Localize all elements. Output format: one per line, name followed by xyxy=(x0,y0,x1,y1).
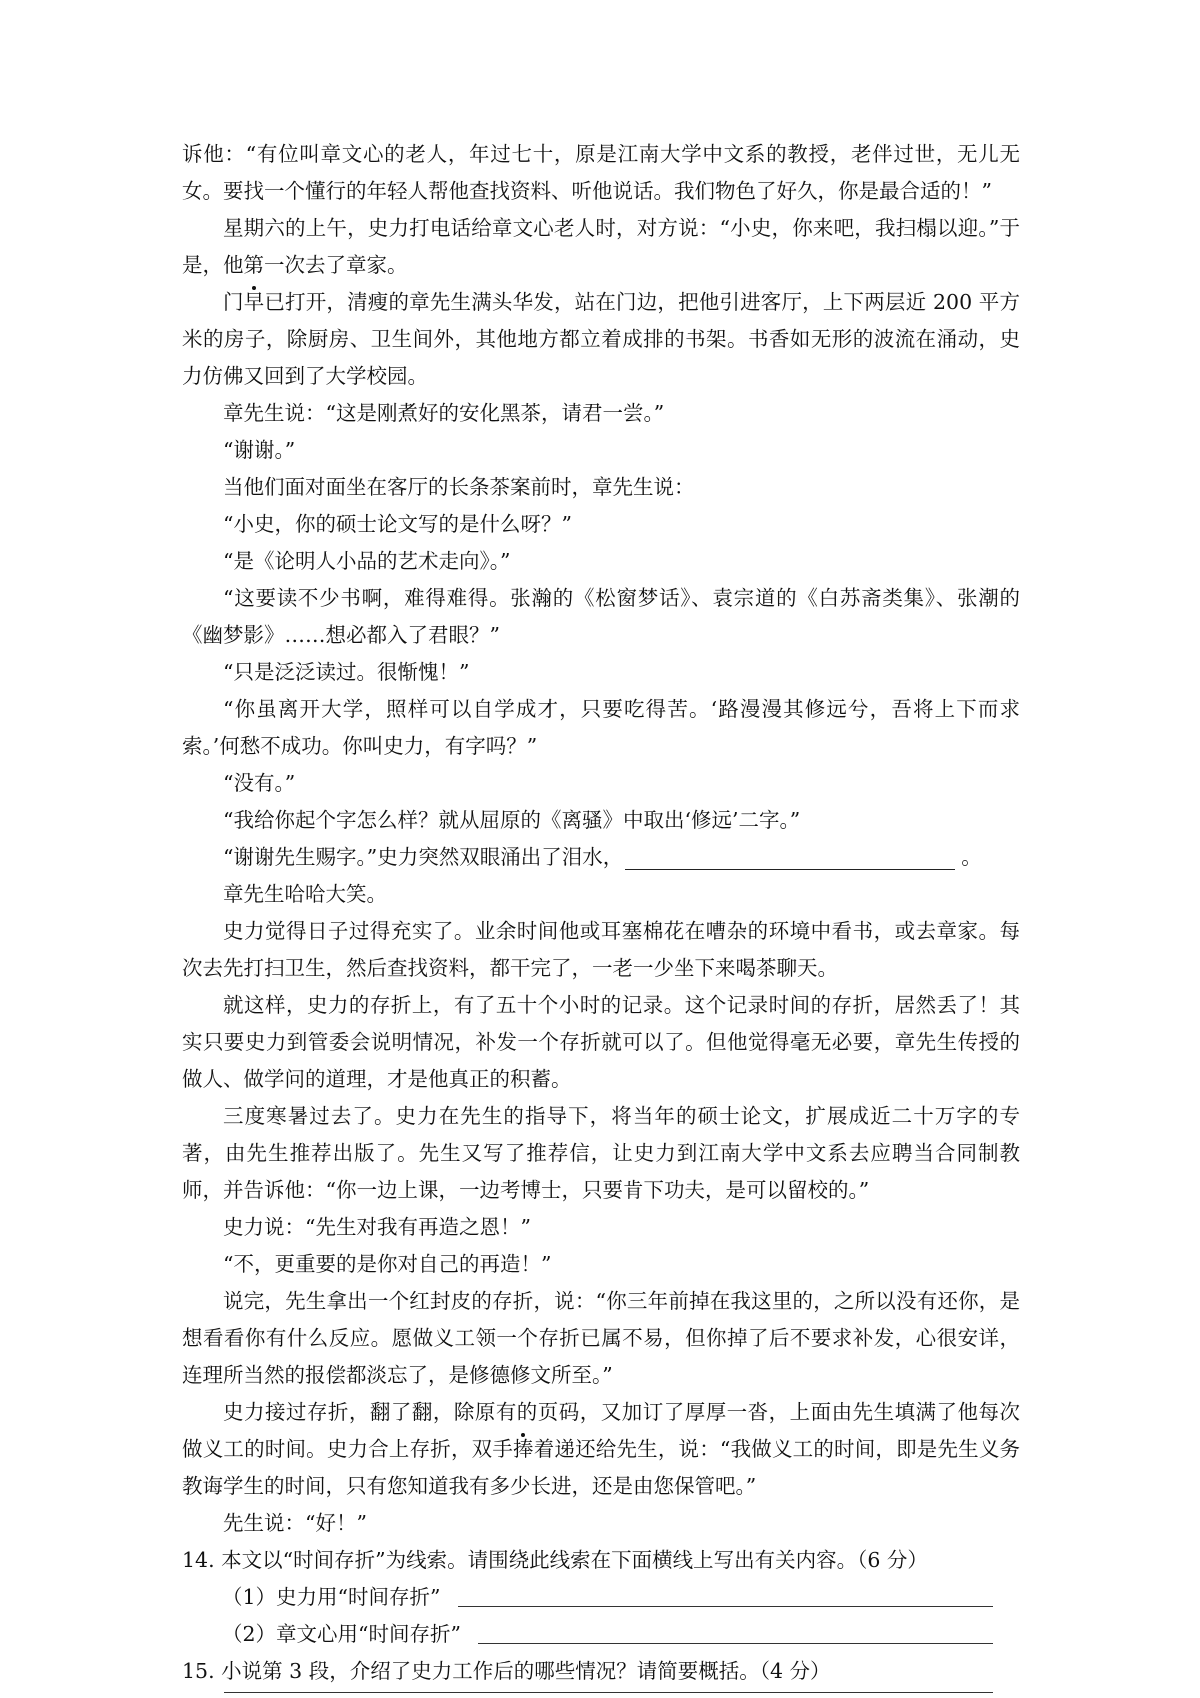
paragraph-10: “只是泛泛读过。很惭愧！” xyxy=(223,660,470,684)
paragraph-3 xyxy=(182,284,1020,395)
paragraph-7: “小史，你的硕士论文写的是什么呀？” xyxy=(223,512,572,536)
paragraph-3-start: 门 xyxy=(223,290,244,314)
paragraph-16: 史力觉得日子过得充实了。业余时间他或耳塞棉花在嘈杂的环境中看书，或去章家。每次去先打扫卫生，然后查找资料，都干完了，一老一少坐下来喝茶聊天。 xyxy=(182,919,1020,980)
paragraph-18: 三度寒暑过去了。史力在先生的指导下，将当年的硕士论文，扩展成近二十万字的专著，由先生推荐出版了。先生又写了推荐信，让史力到江南大学中文系去应聘当合同制教师，并告诉他：“你一边上课，一边考博士，只要肯下功夫，是可以留校的。” xyxy=(182,1104,1020,1202)
question-15: 15. 小说第 3 段，介绍了史力工作后的哪些情况？请简要概括。（4 分） xyxy=(182,1659,831,1683)
paragraph-17: 就这样，史力的存折上，有了五十个小时的记录。这个记录时间的存折，居然丢了！其实只要史力到管委会说明情况，补发一个存折就可以了。但他觉得毫无必要，章先生传授的做人、做学问的道理，才是他真正的积蓄。 xyxy=(182,993,1020,1091)
paragraph-22-rest: 着递还给先生，说：“我做义工的时间，即是先生义务教诲学生的时间，只有您知道我有多少长进，还是由您保管吧。” xyxy=(182,1437,1021,1498)
paragraph-13: “我给你起个字怎么样？就从屈原的《离骚》中取出‘修远’二字。” xyxy=(223,808,801,832)
emphasis-char-peng: 捧 xyxy=(513,1437,534,1461)
paragraph-8: “是《论明人小品的艺术走向》。” xyxy=(223,549,511,573)
paragraph-23: 先生说：“好！” xyxy=(223,1511,367,1535)
answer-line-14-2[interactable] xyxy=(478,1643,993,1644)
paragraph-20: “不，更重要的是你对自己的再造！” xyxy=(223,1252,552,1276)
paragraph-19: 史力说：“先生对我有再造之恩！” xyxy=(223,1215,531,1239)
paragraph-22 xyxy=(182,1394,1020,1505)
answer-line-14-1[interactable] xyxy=(458,1606,993,1607)
question-14-part-1: （1）史力用“时间存折” xyxy=(222,1585,441,1609)
paragraph-12: “没有。” xyxy=(223,771,296,795)
paragraph-9: “这要读不少书啊，难得难得。张瀚的《松窗梦话》、袁宗道的《白苏斋类集》、张潮的《幽梦影》……想必都入了君眼？” xyxy=(182,586,1020,647)
paragraph-5: “谢谢。” xyxy=(223,438,296,462)
paragraph-6: 当他们面对面坐在客厅的长条茶案前时，章先生说： xyxy=(223,475,695,499)
question-14-part-2: （2）章文心用“时间存折” xyxy=(222,1622,462,1646)
emphasis-char-zao: 早 xyxy=(243,290,265,314)
question-14: 14. 本文以“时间存折”为线索。请围绕此线索在下面横线上写出有关内容。（6 分） xyxy=(182,1548,928,1572)
paragraph-3-rest: 已打开，清瘦的章先生满头华发，站在门边，把他引进客厅，上下两层近 200 平方米的房子，除厨房、卫生间外，其他地方都立着成排的书架。书香如无形的波流在涌动，史力仿佛又回到了大学校园。 xyxy=(182,290,1020,388)
paragraph-14-end: 。 xyxy=(961,845,982,869)
fill-in-blank[interactable] xyxy=(625,847,955,870)
paragraph-14-text: “谢谢先生赐字。”史力突然双眼涌出了泪水， xyxy=(223,845,624,869)
paragraph-1: 诉他：“有位叫章文心的老人，年过七十，原是江南大学中文系的教授，老伴过世，无儿无女。要找一个懂行的年轻人帮他查找资料、听他说话。我们物色了好久，你是最合适的！” xyxy=(182,142,1020,203)
paragraph-14 xyxy=(182,839,1020,876)
paragraph-4: 章先生说：“这是刚煮好的安化黑茶，请君一尝。” xyxy=(223,401,665,425)
paragraph-11: “你虽离开大学，照样可以自学成才，只要吃得苦。‘路漫漫其修远兮，吾将上下而求索。’何愁不成功。你叫史力，有字吗？” xyxy=(182,697,1020,758)
answer-line-15[interactable] xyxy=(224,1692,993,1693)
paragraph-15: 章先生哈哈大笑。 xyxy=(223,882,387,906)
paragraph-2: 星期六的上午，史力打电话给章文心老人时，对方说：“小史，你来吧，我扫榻以迎。”于是，他第一次去了章家。 xyxy=(182,216,1020,277)
paragraph-21: 说完，先生拿出一个红封皮的存折，说：“你三年前掉在我这里的，之所以没有还你，是想看看你有什么反应。愿做义工领一个存折已属不易，但你掉了后不要求补发，心很安详，连理所当然的报偿都淡忘了，是修德修文所至。” xyxy=(182,1289,1020,1387)
paragraph-22-start: 史力接过存折，翻了翻，除原有的页码，又加订了厚厚一沓，上面由先生填满了他每次做义工的时间。史力合上存折，双手 xyxy=(182,1400,1020,1461)
